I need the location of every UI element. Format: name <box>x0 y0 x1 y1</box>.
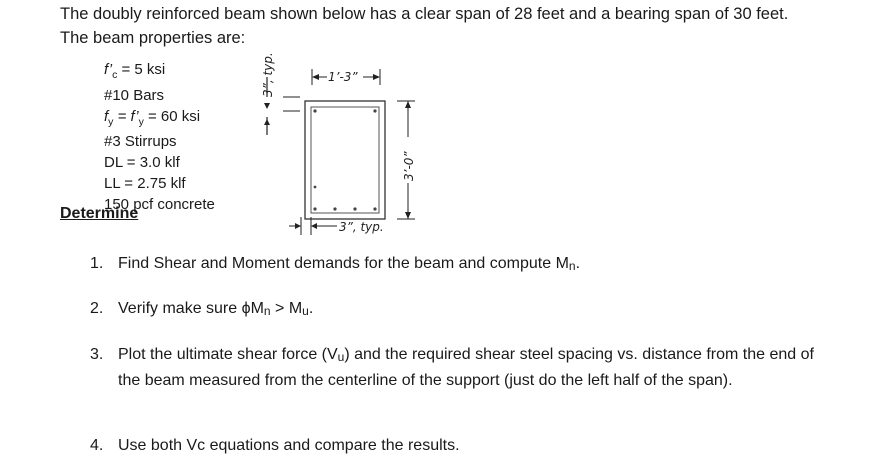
prop-dl: DL = 3.0 klf <box>104 154 180 172</box>
height-dim-label: 3’-0” <box>402 151 416 181</box>
prop-concrete: 150 pcf concrete <box>104 195 215 213</box>
top-bar <box>313 109 316 112</box>
prop-ll: LL = 2.75 klf <box>104 174 186 192</box>
prop-fc: $f’_c = 5$ ksi <box>104 61 166 81</box>
slab-dim-vertical: 3”, typ. <box>261 52 275 97</box>
arrow-right-icon <box>295 223 301 229</box>
arrow-left-icon <box>312 74 319 80</box>
slab-dim-label: 3”, typ. <box>339 220 384 234</box>
prop-stirrups: #3 Stirrups <box>104 133 177 151</box>
beam-properties <box>104 60 215 216</box>
bottom-bar <box>373 207 376 210</box>
arrow-right-icon <box>373 74 380 80</box>
arrow-down-icon <box>264 103 270 109</box>
width-dim-label: 1’-3” <box>328 70 358 84</box>
determine-heading: Determine <box>60 205 139 222</box>
arrow-left-icon <box>311 223 317 229</box>
prop-fy: $f_y$ = $f’_y = 60$ ksi <box>104 107 201 128</box>
top-bar <box>373 109 376 112</box>
arrow-down-icon <box>405 212 411 219</box>
stirrup <box>311 107 379 213</box>
beam-outline <box>305 101 385 219</box>
intro-line-2: The beam properties are: <box>60 29 246 47</box>
bottom-bar <box>353 207 356 210</box>
arrow-up-icon <box>405 101 411 108</box>
arrow-up-icon <box>264 119 270 125</box>
bottom-bar <box>333 207 336 210</box>
bottom-bar <box>314 186 317 189</box>
beam-section-figure <box>255 25 445 245</box>
prop-bars: #10 Bars <box>104 86 165 104</box>
intro-line-1: The doubly reinforced beam shown below has a clear span of 28 feet and a bearing span of 30 feet. <box>60 5 789 23</box>
bottom-bar <box>313 207 316 210</box>
